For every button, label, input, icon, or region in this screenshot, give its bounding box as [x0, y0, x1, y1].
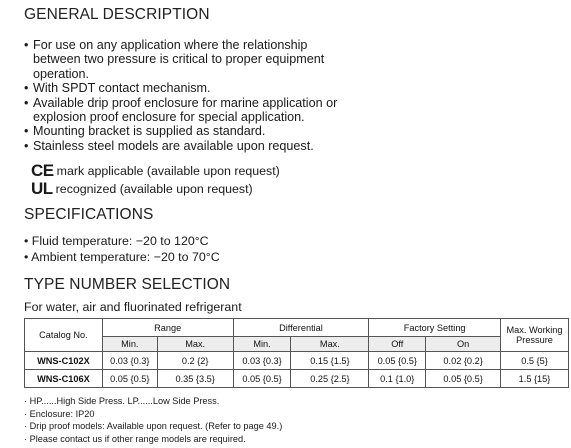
factory-on-cell: 0.05 {0.5}: [426, 370, 501, 388]
range-min-cell: 0.05 {0.5}: [102, 370, 157, 388]
note-text: Drip proof models: Available upon request. (Refer to page 49.): [29, 421, 283, 432]
ul-mark-row: [31, 181, 253, 196]
spec-label: Fluid temperature:: [31, 234, 133, 248]
bullet-stainless: [24, 139, 354, 153]
bullet-enclosure: [24, 96, 354, 125]
max-pressure-cell: 0.5 {5}: [501, 352, 569, 370]
differential-min-header: Min.: [233, 337, 291, 352]
differential-max-cell: 0.25 {2.5}: [291, 370, 369, 388]
differential-min-cell: 0.05 {0.5}: [233, 370, 291, 388]
bullet-application: [24, 38, 354, 81]
range-max-cell: 0.35 {3.5}: [157, 370, 233, 388]
factory-off-header: Off: [369, 337, 426, 352]
table-row: [25, 370, 569, 388]
note-dot: ·: [24, 421, 28, 432]
spec-value: −20 to 70°C: [153, 250, 220, 264]
factory-off-cell: 0.1 {1.0}: [369, 370, 426, 388]
note-item: [24, 420, 282, 433]
note-text: HP......High Side Press. LP......Low Side Press.: [29, 396, 220, 406]
max-pressure-cell: 1.5 {15}: [501, 370, 569, 388]
factory-off-cell: 0.05 {0.5}: [369, 352, 426, 370]
type-number-table: [24, 318, 569, 388]
bullet-line: operation.: [33, 66, 90, 81]
bullet-line: Available drip proof enclosure for marine application or: [33, 95, 338, 110]
ul-logo: UL: [31, 179, 53, 198]
range-min-header: Min.: [102, 337, 157, 352]
range-max-cell: 0.2 {2}: [157, 352, 233, 370]
catalog-no-header: Catalog No.: [25, 319, 103, 352]
range-max-header: Max.: [157, 337, 233, 352]
catalog-no-cell: WNS-C106X: [25, 370, 103, 388]
spec-fluid-temperature: [24, 234, 209, 248]
differential-min-cell: 0.03 {0.3}: [233, 352, 291, 370]
bullet-bracket: [24, 124, 354, 138]
bullet-dot: •: [24, 124, 29, 139]
bullet-line: Stainless steel models are available upon request.: [33, 138, 314, 153]
general-description-heading: GENERAL DESCRIPTION: [24, 6, 210, 23]
range-min-cell: 0.03 {0.3}: [102, 352, 157, 370]
note-dot: ·: [24, 408, 28, 419]
differential-max-cell: 0.15 {1.5}: [291, 352, 369, 370]
differential-max-header: Max.: [291, 337, 369, 352]
bullet-spdt: [24, 81, 354, 95]
table-subtitle: For water, air and fluorinated refrigerant: [24, 300, 242, 314]
factory-on-header: On: [426, 337, 501, 352]
ce-mark-row: [31, 163, 280, 178]
spec-ambient-temperature: [24, 250, 220, 264]
note-dot: ·: [24, 396, 28, 406]
table-notes: [24, 395, 282, 445]
bullet-line: between two pressure is critical to proper equipment: [33, 52, 325, 67]
factory-on-cell: 0.02 {0.2}: [426, 352, 501, 370]
note-text: Please contact us if other range models are required.: [29, 433, 246, 444]
note-text: Enclosure: IP20: [29, 408, 95, 419]
spec-label: Ambient temperature:: [31, 250, 151, 264]
note-item: [24, 433, 282, 446]
note-dot: ·: [24, 433, 28, 444]
table-row: [25, 352, 569, 370]
factory-setting-header: Factory Setting: [369, 319, 501, 337]
ce-logo: CE: [31, 161, 54, 180]
specifications-heading: SPECIFICATIONS: [24, 206, 154, 223]
bullet-dot: •: [24, 250, 29, 264]
bullet-dot: •: [24, 38, 29, 52]
general-bullet-list: [24, 38, 354, 153]
bullet-dot: •: [24, 81, 29, 96]
range-header: Range: [102, 319, 233, 337]
note-item: [24, 395, 282, 408]
ul-mark-text: recognized (available upon request): [55, 182, 253, 196]
max-working-pressure-header: Max. Working Pressure: [501, 319, 569, 352]
spec-value: −20 to 120°C: [135, 234, 209, 248]
type-number-selection-heading: TYPE NUMBER SELECTION: [24, 276, 231, 293]
catalog-no-cell: WNS-C102X: [25, 352, 103, 370]
bullet-line: For use on any application where the relationship: [33, 38, 308, 52]
bullet-line: Mounting bracket is supplied as standard.: [33, 124, 266, 139]
bullet-dot: •: [24, 95, 29, 110]
bullet-line: With SPDT contact mechanism.: [33, 81, 211, 96]
note-item: [24, 408, 282, 421]
bullet-dot: •: [24, 138, 29, 153]
bullet-line: explosion proof enclosure for special application.: [33, 110, 305, 125]
ce-mark-text: mark applicable (available upon request): [56, 164, 280, 178]
bullet-dot: •: [24, 234, 29, 248]
differential-header: Differential: [233, 319, 369, 337]
